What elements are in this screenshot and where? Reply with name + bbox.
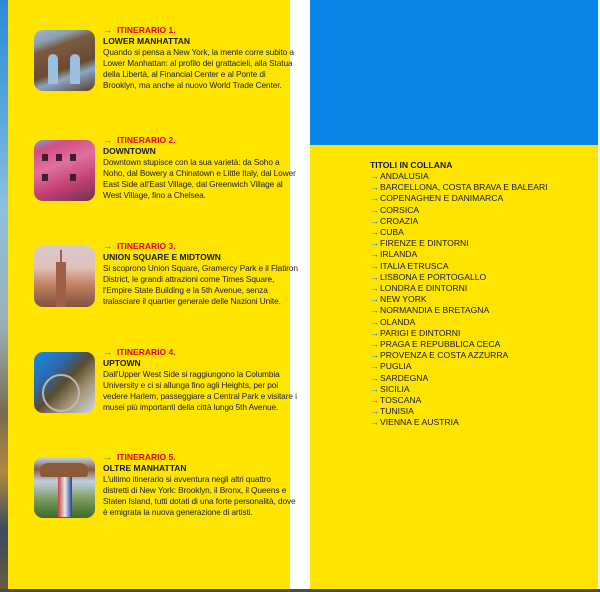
itinerary-label: ITINERARIO 3. (117, 241, 176, 251)
itinerary-label: ITINERARIO 5. (117, 452, 176, 462)
series-item-label: LONDRA E DINTORNI (380, 283, 468, 294)
series-item-label: CORSICA (380, 204, 420, 215)
series-title-heading: TITOLI IN COLLANA (370, 160, 453, 170)
series-list-item (370, 384, 590, 395)
series-list-item (370, 317, 590, 328)
arrow-icon: → (370, 227, 379, 238)
series-item-label: BARCELLONA, COSTA BRAVA E BALEARI (380, 182, 548, 193)
globe-sculpture-photo (34, 352, 95, 413)
arrow-icon: → (103, 25, 112, 35)
series-list-item (370, 395, 590, 406)
arrow-icon: → (370, 395, 379, 406)
series-list-item (370, 261, 590, 272)
arrow-icon: → (370, 417, 379, 428)
arrow-icon: → (370, 350, 379, 361)
itinerary-description: Si scoprono Union Square, Gramercy Park e il Flatiron District, le grandi attrazioni come Times Square, l'Empire State Building e la 5th Avenue, senza tralasciare il quartier generale delle Nazioni Unite. (103, 263, 298, 306)
itinerary-description: Downtown stupisce con la sua varietà: da Soho a Noho, dal Bowery a Chinatown e Little Italy, dal Lower East Side all'East Village, dal Greenwich Village al West Village, fino a Chelsea. (103, 157, 296, 200)
itinerary-description: L'ultimo itinerario si avventura negli altri quattro distretti di New York: Brooklyn, il Bronx, il Queens e Staten Island, tutti dotati di una forte personalità, dove è emigrata la nuova generazione di artisti. (103, 474, 296, 517)
arrow-icon: → (103, 452, 112, 462)
series-list-item (370, 305, 590, 316)
arrow-icon: → (370, 316, 379, 327)
series-item-label: IRLANDA (380, 249, 418, 260)
series-list-item (370, 350, 590, 361)
series-list (370, 171, 590, 429)
arrow-icon: → (370, 372, 379, 383)
series-list-item (370, 193, 590, 204)
series-list-item (370, 283, 590, 294)
series-item-label: PROVENZA E COSTA AZZURRA (380, 350, 509, 361)
brooklyn-bridge-photo (34, 30, 95, 91)
series-list-item (370, 406, 590, 417)
arrow-icon: → (370, 339, 379, 350)
arrow-icon: → (103, 347, 112, 357)
series-item-label: PARIGI E DINTORNI (380, 327, 461, 338)
arrow-icon: → (103, 135, 112, 145)
itinerary-title: DOWNTOWN (103, 146, 156, 156)
arrow-icon: → (370, 215, 379, 226)
itinerary-label: ITINERARIO 2. (117, 135, 176, 145)
series-item-label: PRAGA E REPUBBLICA CECA (380, 339, 501, 350)
blue-header-block (310, 0, 598, 145)
arrow-icon: → (370, 271, 379, 282)
itinerary-label: ITINERARIO 1. (117, 25, 176, 35)
itinerary-title: OLTRE MANHATTAN (103, 463, 187, 473)
itinerary-description: Dall'Upper West Side si raggiungono la Columbia University e ci si allunga fino agli Heights, per poi vedere Harlem, passeggiare a Central Park e visitare i musei più importanti della città lungo 5th Avenue. (103, 369, 297, 412)
arrow-icon: → (370, 305, 379, 316)
series-item-label: NEW YORK (380, 294, 427, 305)
series-list-item (370, 238, 590, 249)
series-item-label: COPENAGHEN E DANIMARCA (380, 193, 504, 204)
series-item-label: LISBONA E PORTOGALLO (380, 271, 487, 282)
series-item-label: OLANDA (380, 316, 416, 327)
arrow-icon: → (370, 383, 379, 394)
series-item-label: VIENNA E AUSTRIA (380, 417, 459, 428)
arrow-icon: → (370, 361, 379, 372)
series-item-label: CROAZIA (380, 215, 419, 226)
series-list-item (370, 417, 590, 428)
arrow-icon: → (370, 204, 379, 215)
series-item-label: CUBA (380, 227, 404, 238)
itinerary-title: LOWER MANHATTAN (103, 36, 191, 46)
empire-state-building-photo (34, 246, 95, 307)
series-item-label: SICILIA (380, 383, 410, 394)
arrow-icon: → (370, 193, 379, 204)
series-item-label: SARDEGNA (380, 372, 429, 383)
car-sculpture-photo (34, 457, 95, 518)
series-list-item (370, 294, 590, 305)
arrow-icon: → (103, 241, 112, 251)
series-item-label: NORMANDIA E BRETAGNA (380, 305, 490, 316)
arrow-icon: → (370, 283, 379, 294)
series-item-label: TOSCANA (380, 395, 422, 406)
arrow-icon: → (370, 406, 379, 417)
series-list-item (370, 361, 590, 372)
arrow-icon: → (370, 171, 379, 181)
series-list-item (370, 216, 590, 227)
itinerary-label: ITINERARIO 4. (117, 347, 176, 357)
series-list-item (370, 373, 590, 384)
series-list-item (370, 205, 590, 216)
itinerary-title: UNION SQUARE E MIDTOWN (103, 252, 221, 262)
series-list-item (370, 171, 590, 182)
series-list-item (370, 272, 590, 283)
series-list-item (370, 249, 590, 260)
left-photo-strip (0, 0, 8, 590)
series-item-label: ANDALUSIA (380, 171, 429, 181)
series-item-label: PUGLIA (380, 361, 412, 372)
arrow-icon: → (370, 294, 379, 305)
series-item-label: ITALIA ETRUSCA (380, 260, 449, 271)
series-list-item (370, 339, 590, 350)
series-item-label: FIRENZE E DINTORNI (380, 238, 469, 249)
pink-building-photo (34, 140, 95, 201)
series-list-item (370, 227, 590, 238)
arrow-icon: → (370, 249, 379, 260)
series-titles (370, 160, 590, 429)
arrow-icon: → (370, 182, 379, 193)
itinerary-description: Quando si pensa a New York, la mente corre subito a Lower Manhattan: al profilo dei grattacieli, alla Statua della Libertà, al Financial Center e al Ponte di Brooklyn, ma anche al nuovo World Trade Center. (103, 47, 294, 90)
arrow-icon: → (370, 327, 379, 338)
series-list-item (370, 328, 590, 339)
itinerary-title: UPTOWN (103, 358, 141, 368)
arrow-icon: → (370, 238, 379, 249)
series-list-item (370, 182, 590, 193)
arrow-icon: → (370, 260, 379, 271)
series-item-label: TUNISIA (380, 406, 414, 417)
